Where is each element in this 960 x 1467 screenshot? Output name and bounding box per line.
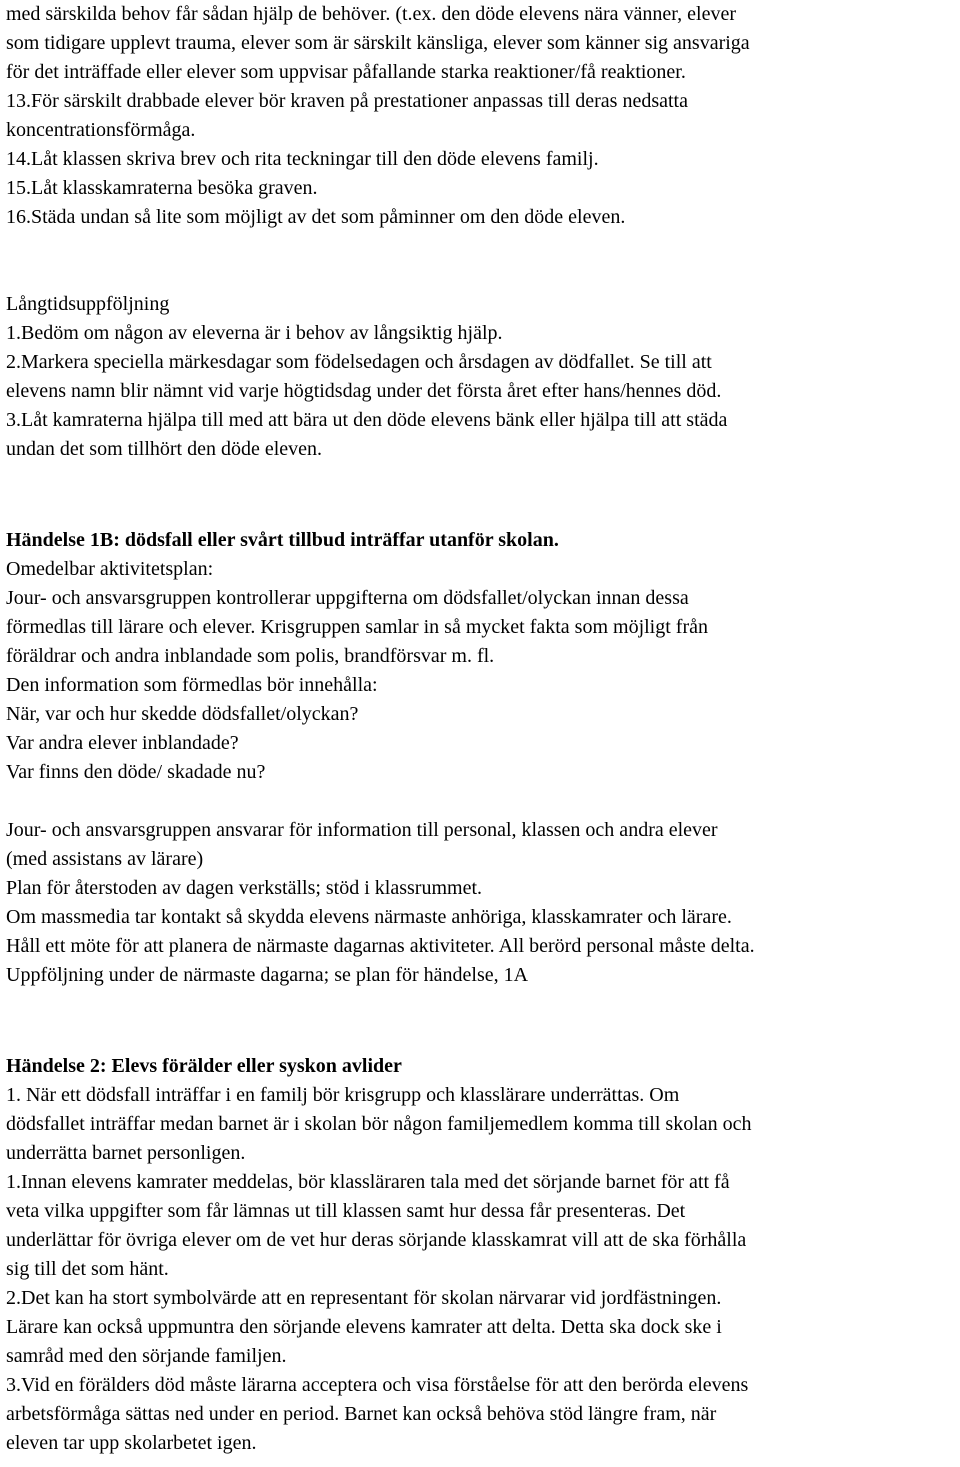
longterm-item-3-line-1: 3.Låt kamraterna hjälpa till med att bära ut den döde elevens bänk eller hjälpa till att städa (6, 409, 728, 431)
event-2-step-3-line-1: 2.Det kan ha stort symbolvärde att en representant för skolan närvarar vid jordfästningen. (6, 1287, 722, 1309)
event-1b-info-label: Den information som förmedlas bör innehålla: (6, 674, 378, 696)
intro-line-3: för det inträffade eller elever som uppvisar påfallande starka reaktioner/få reaktioner. (6, 61, 686, 83)
event-2-step-4-line-1: 3.Vid en förälders död måste lärarna acceptera och visa förståelse för att den berörda elevens (6, 1374, 749, 1396)
longterm-item-2-line-1: 2.Markera speciella märkesdagar som födelsedagen och årsdagen av dödfallet. Se till att (6, 351, 712, 373)
event-1b-paragraph-6: Uppföljning under de närmaste dagarna; se plan för händelse, 1A (6, 964, 529, 986)
event-1b-question-2: Var andra elever inblandade? (6, 732, 239, 754)
event-1b-paragraph-5: Håll ett möte för att planera de närmaste dagarnas aktiviteter. All berörd personal måste delta. (6, 935, 755, 957)
longterm-item-1: 1.Bedöm om någon av eleverna är i behov av långsiktig hjälp. (6, 322, 503, 344)
event-2-step-3-line-3: samråd med den sörjande familjen. (6, 1345, 287, 1367)
event-2-heading: Händelse 2: Elevs förälder eller syskon avlider (6, 1055, 402, 1077)
intro-line-2: som tidigare upplevt trauma, elever som är särskilt känsliga, elever som känner sig ansvariga (6, 32, 750, 54)
event-1b-question-3: Var finns den döde/ skadade nu? (6, 761, 266, 783)
event-1b-heading: Händelse 1B: dödsfall eller svårt tillbud inträffar utanför skolan. (6, 529, 559, 551)
longterm-heading: Långtidsuppföljning (6, 293, 170, 315)
event-1b-plan-label: Omedelbar aktivitetsplan: (6, 558, 214, 580)
event-1b-paragraph-1-line-3: föräldrar och andra inblandade som polis, brandförsvar m. fl. (6, 645, 495, 667)
longterm-item-2-line-2: elevens namn blir nämnt vid varje högtidsdag under det första året efter hans/hennes död. (6, 380, 722, 402)
event-1b-paragraph-2-line-2: (med assistans av lärare) (6, 848, 204, 870)
event-1b-paragraph-1-line-1: Jour- och ansvarsgruppen kontrollerar uppgifterna om dödsfallet/olyckan innan dessa (6, 587, 689, 609)
event-1b-paragraph-3: Plan för återstoden av dagen verkställs; stöd i klassrummet. (6, 877, 483, 899)
event-2-step-3-line-2: Lärare kan också uppmuntra den sörjande elevens kamrater att delta. Detta ska dock ske i (6, 1316, 722, 1338)
list-item-13-line-2: koncentrationsförmåga. (6, 119, 196, 141)
list-item-14: 14.Låt klassen skriva brev och rita teckningar till den döde elevens familj. (6, 148, 599, 170)
list-item-16: 16.Städa undan så lite som möjligt av det som påminner om den döde eleven. (6, 206, 626, 228)
event-2-step-2-line-1: 1.Innan elevens kamrater meddelas, bör klassläraren tala med det sörjande barnet för att få (6, 1171, 730, 1193)
event-2-step-1-line-1: 1. När ett dödsfall inträffar i en familj bör krisgrupp och klasslärare underrättas. Om (6, 1084, 680, 1106)
event-1b-paragraph-1-line-2: förmedlas till lärare och elever. Krisgruppen samlar in så mycket fakta som möjligt från (6, 616, 708, 638)
event-2-step-1-line-3: underrätta barnet personligen. (6, 1142, 246, 1164)
event-2-step-2-line-2: veta vilka uppgifter som får lämnas ut till klassen samt hur dessa får presenteras. Det (6, 1200, 686, 1222)
event-1b-question-1: När, var och hur skedde dödsfallet/olyckan? (6, 703, 359, 725)
longterm-item-3-line-2: undan det som tillhört den döde eleven. (6, 438, 323, 460)
event-2-step-4-line-3: eleven tar upp skolarbetet igen. (6, 1432, 257, 1454)
list-item-15: 15.Låt klasskamraterna besöka graven. (6, 177, 318, 199)
event-2-step-4-line-2: arbetsförmåga sättas ned under en period. Barnet kan också behöva stöd längre fram, när (6, 1403, 717, 1425)
event-2-step-1-line-2: dödsfallet inträffar medan barnet är i skolan bör någon familjemedlem komma till skolan och (6, 1113, 752, 1135)
event-2-step-2-line-4: sig till det som hänt. (6, 1258, 169, 1280)
event-1b-paragraph-2-line-1: Jour- och ansvarsgruppen ansvarar för information till personal, klassen och andra elever (6, 819, 718, 841)
list-item-13-line-1: 13.För särskilt drabbade elever bör kraven på prestationer anpassas till deras nedsatta (6, 90, 688, 112)
event-1b-paragraph-4: Om massmedia tar kontakt så skydda elevens närmaste anhöriga, klasskamrater och lärare. (6, 906, 732, 928)
event-2-step-2-line-3: underlättar för övriga elever om de vet hur deras sörjande klasskamrat vill att de ska förhålla (6, 1229, 747, 1251)
intro-line-1: med särskilda behov får sådan hjälp de behöver. (t.ex. den döde elevens nära vänner, elever (6, 3, 737, 25)
